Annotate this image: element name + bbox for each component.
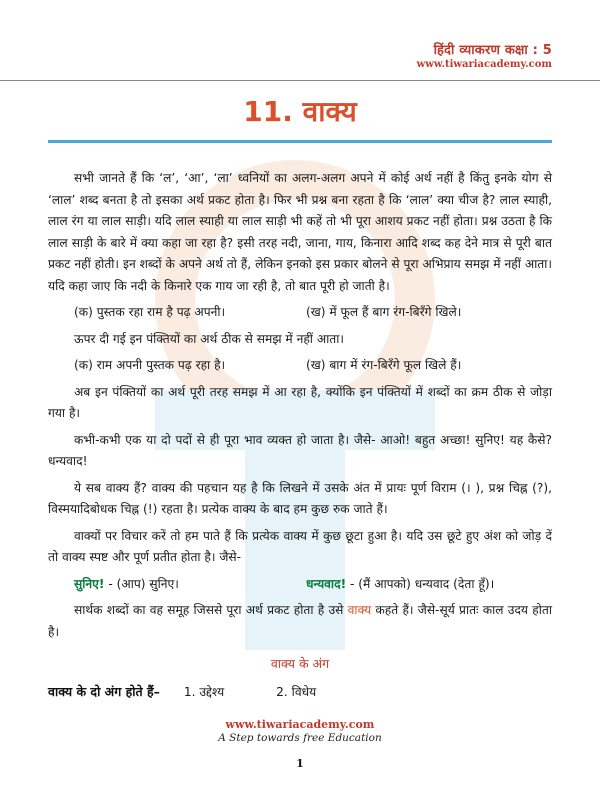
highlight-examples [48,574,552,596]
example-row-correct [48,355,552,377]
example-jumbled-a: (क) पुस्तक रहा राम है पढ़ अपनी। [74,305,226,319]
example-correct-b: (ख) बाग में रंग-बिरँगे फूल खिले हैं। [306,358,462,372]
book-title: हिंदी व्याकरण कक्षा : 5 [433,43,552,58]
example-row-jumbled [48,302,552,324]
chapter-title: 11. वाक्य [243,95,357,128]
paragraph-intro: सभी जानते हैं कि ‘ल’, ‘आ’, ‘ला’ ध्वनियों का अलग-अलग अपने में कोई अर्थ नहीं है किंतु इनके योग से ‘लाल’ शब्द बनता है तो इसका अर्थ प्रकट होता है। फिर भी प्रश्न बना रहता है कि ‘लाल’ क्या चीज है? लाल स्याही, लाल रंग या लाल साड़ी। यदि लाल स्याही या लाल साड़ी भी कहें तो भी पूरा आशय प्रकट नहीं होता। प्रश्न उठता है कि लाल साड़ी के बारे में क्या कहा जा रहा है? इसी तरह नदी, जाना, गाय, किनारा आदि शब्द कह देने मात्र से पूरी बात प्रकट नहीं होती। इन शब्दों के अपने अर्थ तो हैं, लेकिन इनको इस प्रकार बोलने से पूरा अभिप्राय समझ में नहीं आता। यदि कहा जाए कि नदी के किनारे एक गाय जा रही है, तो बात पूरी हो जाती है। [48,171,552,293]
paragraph-short-sentences: कभी-कभी एक या दो पदों से ही पूरा भाव व्यक्त हो जाता है। जैसे- आओ! बहुत अच्छा! सुनिए! यह कैसे? धन्यवाद! [48,432,552,468]
paragraph-identification: ये सब वाक्य हैं? वाक्य की पहचान यह है कि लिखने में उसके अंत में प्रायः पूर्ण विराम (। ), प्रश्न चिह्न (?), विस्मयादिबोधक चिह्न (!) रहता है। प्रत्येक वाक्य के बाद हम कुछ रुक जाते हैं। [48,480,552,516]
title-divider [48,140,552,143]
page-number: 1 [296,757,304,770]
definition-term: वाक्य [347,603,372,617]
paragraph-missing-part: वाक्यों पर विचार करें तो हम पाते हैं कि प्रत्येक वाक्य में कुछ छूटा हुआ है। यदि उस छूटे हुए अंश को जोड़ दें तो वाक्य स्पष्ट और पूर्ण प्रतीत होता है। जैसे- [48,528,552,564]
section-heading: वाक्य के अंग [270,656,330,671]
highlight-example-2 [306,574,494,596]
sentence-parts [48,681,552,704]
example-jumbled-b: (ख) में फूल हैं बाग रंग-बिरँगे खिले। [306,305,462,319]
highlight-rest-1: - (आप) सुनिए। [104,576,179,591]
highlight-word-1: सुनिए! [74,576,105,591]
example-correct-a: (क) राम अपनी पुस्तक पढ़ रहा है। [74,358,226,372]
highlight-rest-2: - (मैं आपको) धन्यवाद (देता हूँ)। [346,576,495,591]
page-footer [0,718,600,744]
paragraph-definition [48,600,552,643]
page-header [417,40,552,70]
highlight-example-1 [74,574,306,596]
part-predicate: 2. विधेय [276,684,317,699]
footer-tagline: A Step towards free Education [218,732,382,744]
definition-before: सार्थक शब्दों का वह समूह जिससे पूरा अर्थ प्रकट होता है उसे [74,603,348,617]
parts-label: वाक्य के दो अंग होते हैं– [48,683,160,699]
footer-website-link[interactable]: www.tiwariacademy.com [225,718,375,731]
part-subject: 1. उद्देश्य [183,684,225,699]
chapter-content [48,168,552,703]
header-divider [0,80,600,81]
paragraph-order: अब इन पंक्तियों का अर्थ पूरी तरह समझ में आ रहा है, क्योंकि इन पंक्तियों में शब्दों का क्रम ठीक से जोड़ा गया है। [48,384,552,420]
definition-after: कहते हैं। जैसे-सूर्य प्रातः काल उदय होता है। [48,603,552,639]
paragraph-unclear: ऊपर दी गई इन पंक्तियों का अर्थ ठीक से समझ में नहीं आता। [74,331,345,346]
header-website: www.tiwariacademy.com [416,59,552,70]
highlight-word-2: धन्यवाद! [306,576,347,591]
